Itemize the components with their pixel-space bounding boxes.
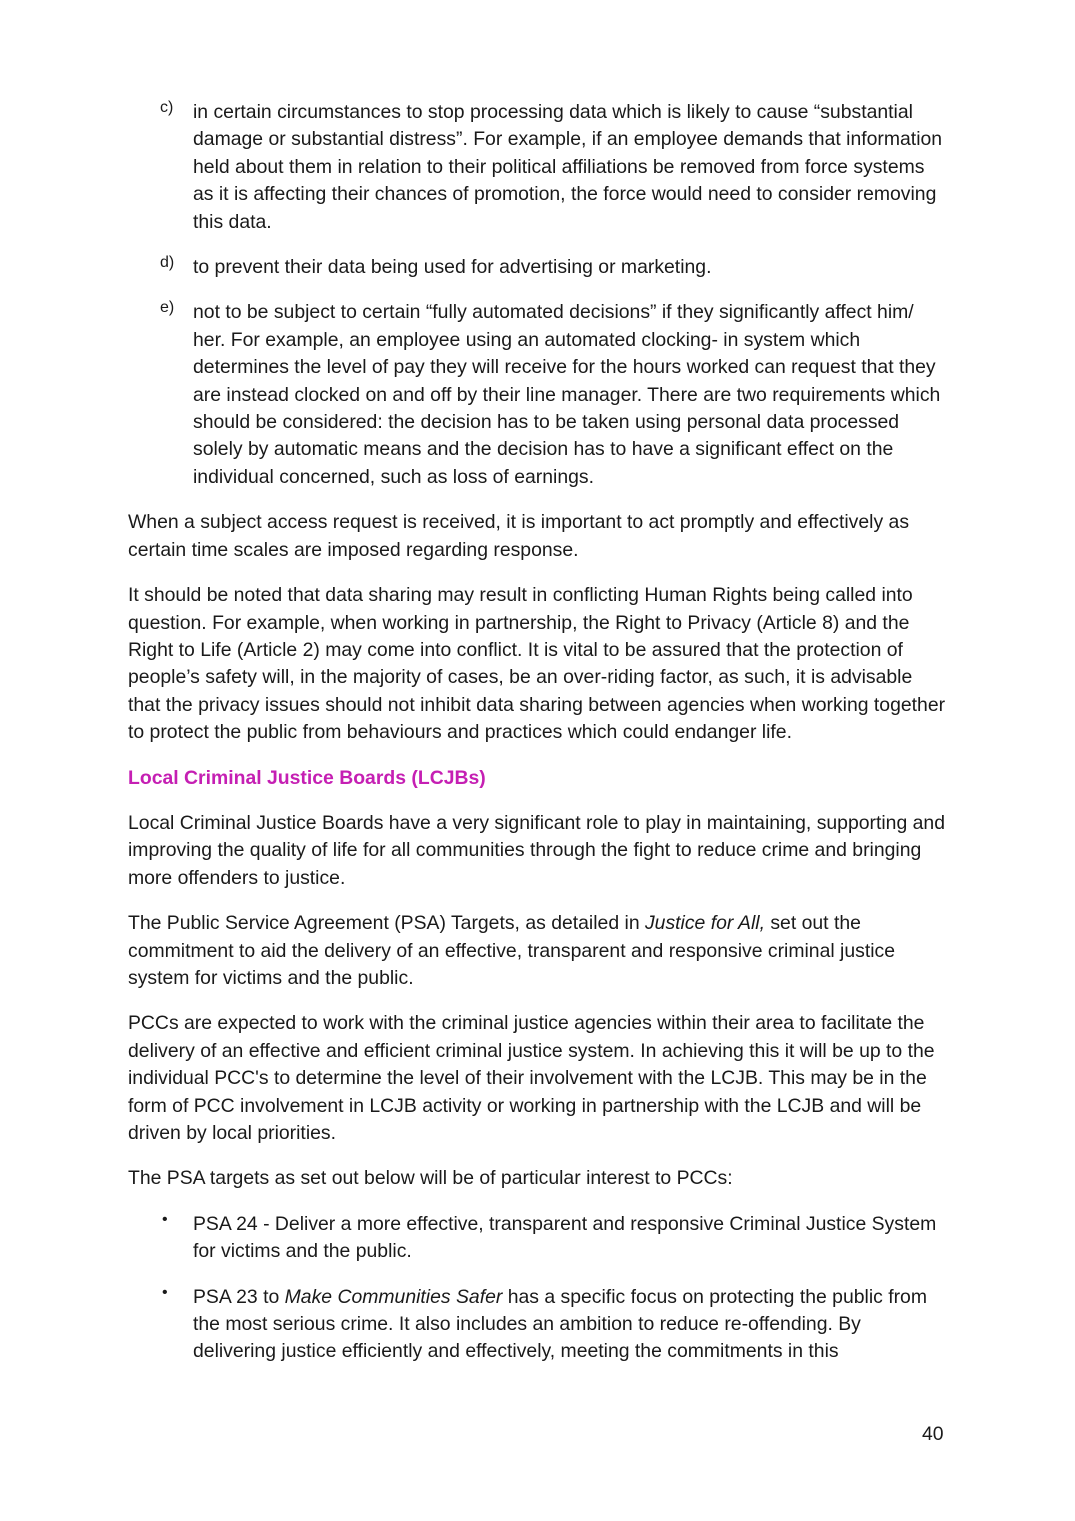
psa-text-italic: Justice for All, bbox=[644, 912, 765, 935]
psa-text-after: set out the commitment to aid the delivery of an effective, transparent and responsive criminal justice system for victims and the public. bbox=[128, 912, 896, 989]
lcjb-paragraph: Local Criminal Justice Boards have a very significant role to play in maintaining, supporting and improving the quality of life for all communities through the fight to reduce crime and bringing more offenders to justice. bbox=[128, 811, 945, 889]
bullet-text bbox=[193, 1284, 948, 1366]
list-marker: c) bbox=[160, 99, 174, 116]
psa-text-before: The Public Service Agreement (PSA) Targets, as detailed in bbox=[128, 912, 645, 935]
section-heading: Local Criminal Justice Boards (LCJBs) bbox=[128, 766, 486, 789]
bullet-item bbox=[128, 1284, 948, 1366]
list-item-text: not to be subject to certain “fully automated decisions” if they significantly affect him/ her. For example, an employee using an automated clocking- in system which determines the level of pay they will receive for the hours worked can request that they are instead clocked on and off by their line manager. There are two requirements which should be considered: the decision has to be taken using personal data processed solely by automatic means and the decision has to have a significant effect on the individual concerned, such as loss of earnings. bbox=[193, 301, 941, 488]
bullet-marker: • bbox=[162, 1283, 168, 1301]
bullet-text: PSA 24 - Deliver a more effective, transparent and responsive Criminal Justice System for victims and the public. bbox=[193, 1212, 937, 1263]
list-item bbox=[128, 99, 948, 236]
bullet-marker: • bbox=[162, 1210, 168, 1228]
subject-access-paragraph: When a subject access request is received, it is important to act promptly and effectively as certain time scales are imposed regarding response. bbox=[128, 511, 910, 561]
list-item bbox=[128, 299, 948, 491]
list-marker: d) bbox=[160, 254, 175, 272]
bullet-text-after: has a specific focus on protecting the public from the most serious crime. It also includes an ambition to reduce re-offending. By delivering justice efficiently and effectively, meeting the commitments in this bbox=[193, 1285, 927, 1363]
document-page bbox=[128, 99, 948, 1384]
pcc-paragraph: PCCs are expected to work with the criminal justice agencies within their area to facilitate the delivery of an effective and efficient criminal justice system. In achieving this it will be up to the individual PCC's to determine the level of their involvement with the LCJB. This may be in the form of PCC involvement in LCJB activity or working in partnership with the LCJB and will be driven by local priorities. bbox=[128, 1012, 935, 1144]
data-sharing-paragraph: It should be noted that data sharing may result in conflicting Human Rights being called into question. For example, when working in partnership, the Right to Privacy (Article 8) and the Right to Life (Article 2) may come into conflict. It is vital to be assured that the protection of people’s safety will, in the majority of cases, be an over-riding factor, as such, it is advisable that the privacy issues should not inhibit data sharing between agencies when working together to protect the public from behaviours and practices which could endanger life. bbox=[128, 584, 946, 744]
bullet-text-before: PSA 23 to bbox=[193, 1285, 285, 1308]
list-item-text: to prevent their data being used for advertising or marketing. bbox=[193, 256, 712, 279]
psa-paragraph bbox=[128, 910, 948, 992]
bullet-text-italic: Make Communities Safer bbox=[284, 1285, 503, 1308]
list-item-text: in certain circumstances to stop processing data which is likely to cause “substantial damage or substantial distress”. For example, if an employee demands that information held about them in relation to their political affiliations be removed from force systems as it is affecting their chances of promotion, the force would need to consider removing this data. bbox=[193, 101, 943, 233]
page-number: 40 bbox=[922, 1423, 944, 1445]
list-item bbox=[128, 254, 948, 281]
bullet-item bbox=[128, 1211, 948, 1266]
targets-intro-paragraph: The PSA targets as set out below will be of particular interest to PCCs: bbox=[128, 1167, 733, 1190]
list-marker: e) bbox=[160, 299, 175, 317]
